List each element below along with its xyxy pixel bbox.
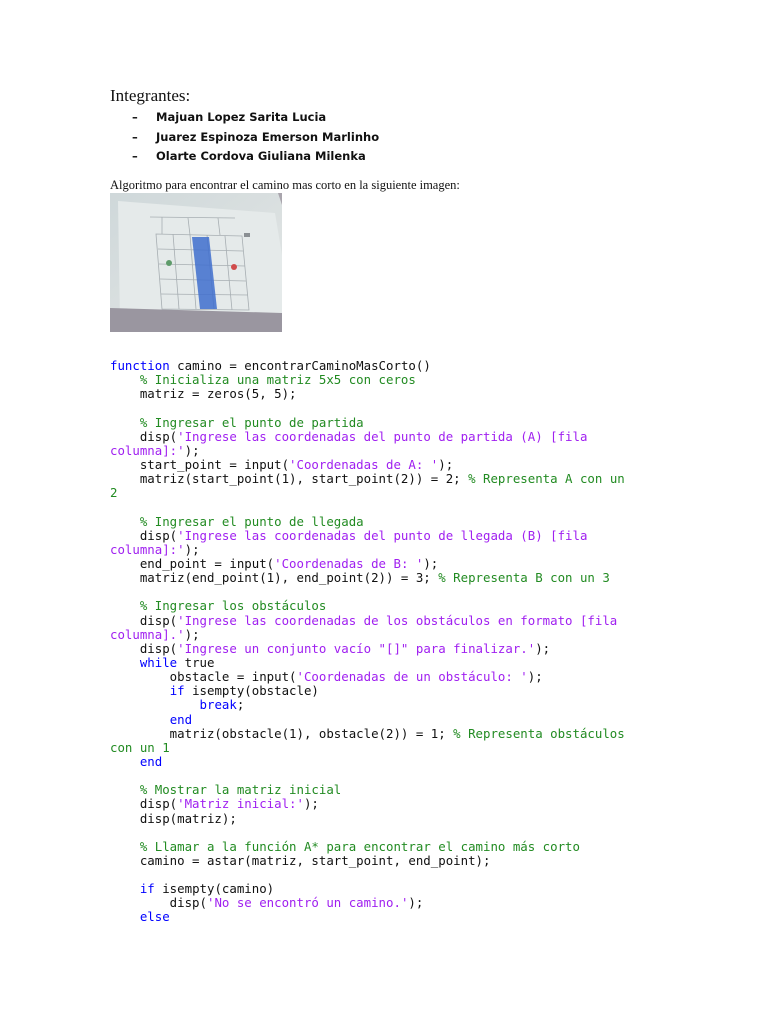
code-line (110, 910, 625, 924)
code-text: ); (303, 796, 319, 812)
code-line (110, 373, 625, 387)
code-comment: % Ingresar el punto de llegada (139, 513, 364, 529)
code-string: 'Ingrese un conjunto vacío "[]" para finalizar.' (177, 640, 536, 656)
code-line (110, 444, 625, 458)
code-text (110, 881, 140, 896)
code-text: disp( (110, 895, 207, 911)
code-keyword: if (139, 881, 155, 897)
code-string: 'Coordenadas de un obstáculo: ' (296, 669, 528, 685)
code-line (110, 713, 625, 727)
member-name: Majuan Lopez Sarita Lucia (156, 110, 327, 124)
code-comment: % Ingresar el punto de partida (139, 414, 364, 430)
code-line (110, 896, 625, 910)
member-name: Olarte Cordova Giuliana Milenka (156, 149, 366, 163)
code-line (110, 698, 625, 712)
code-line (110, 783, 625, 797)
code-text: true (177, 654, 215, 670)
code-keyword: if (169, 683, 185, 699)
list-bullet: – (132, 110, 138, 124)
code-line (110, 515, 625, 529)
member-item (132, 108, 379, 128)
member-item (132, 147, 379, 167)
code-line (110, 628, 625, 642)
code-text (110, 415, 140, 430)
code-line (110, 741, 625, 755)
code-keyword: end (139, 753, 163, 769)
code-text (110, 782, 140, 797)
code-line (110, 812, 625, 826)
code-text: ); (408, 895, 424, 911)
code-comment: con un 1 (110, 739, 170, 755)
code-line (110, 401, 625, 415)
code-text (110, 598, 140, 613)
code-text (110, 839, 140, 854)
code-text: matriz(end_point(1), end_point(2)) = 3; (110, 570, 439, 586)
code-text: disp( (110, 527, 178, 543)
code-line (110, 359, 625, 373)
code-text: ); (184, 442, 200, 458)
code-keyword: while (139, 654, 178, 670)
code-text: isempty(camino) (154, 881, 275, 897)
grid-photo (110, 193, 282, 332)
code-text: ); (438, 456, 454, 472)
code-line (110, 430, 625, 444)
code-line (110, 670, 625, 684)
code-line (110, 642, 625, 656)
code-line (110, 840, 625, 854)
code-line (110, 826, 625, 840)
code-string: columna].' (110, 626, 185, 642)
code-text: isempty(obstacle) (184, 683, 319, 699)
code-comment: % Representa B con un 3 (438, 570, 610, 586)
code-line (110, 472, 625, 486)
code-text: disp( (110, 612, 178, 628)
code-string: 'Ingrese las coordenadas de los obstáculos en formato [fila (177, 612, 618, 628)
code-text: obstacle = input( (110, 669, 297, 685)
code-text: start_point = input( (110, 456, 290, 472)
code-line (110, 486, 625, 500)
code-string: 'No se encontró un camino.' (206, 895, 409, 911)
code-line (110, 458, 625, 472)
code-keyword: function (110, 358, 170, 373)
code-line (110, 529, 625, 543)
code-text (110, 372, 140, 387)
code-string: columna]:' (110, 541, 185, 557)
code-line (110, 755, 625, 769)
code-line (110, 614, 625, 628)
code-line (110, 854, 625, 868)
code-comment: % Inicializa una matriz 5x5 con ceros (139, 372, 416, 388)
code-line (110, 571, 625, 585)
code-line (110, 500, 625, 514)
code-text (110, 655, 140, 670)
code-text: disp( (110, 640, 178, 656)
code-text: ; (236, 697, 245, 713)
code-text: camino = astar(matriz, start_point, end_point); (110, 852, 491, 868)
code-text (110, 697, 200, 712)
code-keyword: break (199, 697, 237, 713)
list-bullet: – (132, 129, 138, 144)
members-heading: Integrantes: (110, 86, 191, 105)
code-keyword: end (169, 711, 193, 727)
code-text (110, 683, 170, 698)
code-comment: % Representa obstáculos (453, 725, 625, 741)
code-line (110, 585, 625, 599)
code-line (110, 882, 625, 896)
code-line (110, 684, 625, 698)
code-text: ); (527, 669, 543, 685)
code-comment: % Ingresar los obstáculos (139, 598, 327, 614)
code-line (110, 769, 625, 783)
code-keyword: else (139, 909, 170, 925)
code-line (110, 599, 625, 613)
code-text: ); (423, 555, 439, 571)
code-text: ); (535, 640, 551, 656)
list-bullet: – (132, 149, 138, 163)
code-text: ); (184, 541, 200, 557)
code-text: disp(matriz); (110, 810, 237, 826)
code-line (110, 727, 625, 741)
member-item (132, 128, 379, 148)
code-text (110, 514, 140, 529)
code-string: columna]:' (110, 442, 185, 458)
code-line (110, 387, 625, 401)
code-text: matriz(obstacle(1), obstacle(2)) = 1; (110, 725, 454, 741)
code-text: ); (184, 626, 200, 642)
code-line (110, 557, 625, 571)
code-comment: 2 (110, 485, 118, 501)
code-string: 'Matriz inicial:' (177, 796, 304, 812)
code-text: matriz = zeros(5, 5); (110, 386, 297, 402)
code-string: 'Coordenadas de A: ' (289, 456, 439, 472)
intro-paragraph: Algoritmo para encontrar el camino mas corto en la siguiente imagen: (110, 178, 460, 192)
code-comment: % Llamar a la función A* para encontrar el camino más corto (139, 838, 580, 854)
code-block (110, 359, 625, 925)
code-line (110, 656, 625, 670)
code-string: 'Ingrese las coordenadas del punto de llegada (B) [fila (177, 527, 588, 543)
code-text: disp( (110, 796, 178, 812)
code-text: camino = encontrarCaminoMasCorto() (169, 358, 431, 373)
code-comment: % Mostrar la matriz inicial (139, 782, 342, 798)
code-string: 'Coordenadas de B: ' (274, 555, 424, 571)
code-line (110, 543, 625, 557)
code-text: end_point = input( (110, 555, 275, 571)
code-line (110, 416, 625, 430)
code-comment: % Representa A con un (468, 471, 625, 487)
members-list (132, 108, 379, 167)
code-string: 'Ingrese las coordenadas del punto de partida (A) [fila (177, 428, 588, 444)
code-text: matriz(start_point(1), start_point(2)) = 2; (110, 471, 469, 487)
member-name: Juarez Espinoza Emerson Marlinho (156, 129, 380, 144)
code-line (110, 868, 625, 882)
code-text (110, 712, 170, 727)
code-text (110, 909, 140, 924)
code-text (110, 754, 140, 769)
code-line (110, 797, 625, 811)
code-text: disp( (110, 428, 178, 444)
